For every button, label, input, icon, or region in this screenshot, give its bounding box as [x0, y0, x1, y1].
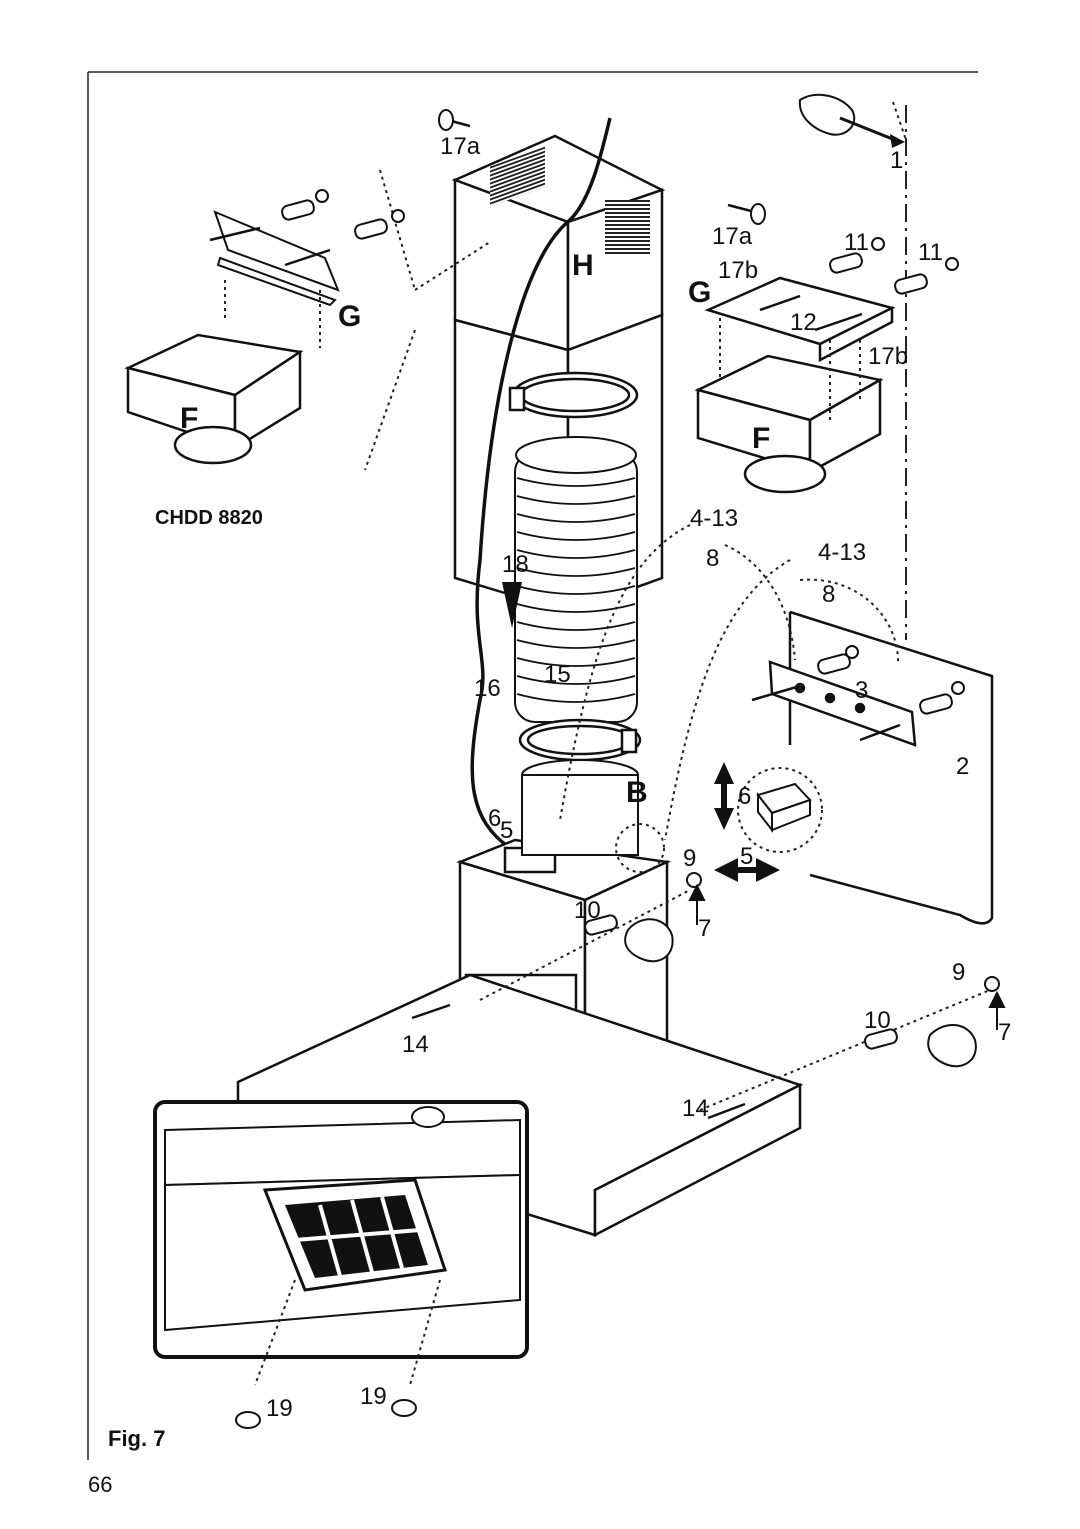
callout-8-b: 8 [822, 581, 836, 608]
part-label-B: B [626, 776, 648, 809]
callout-17b-bottom: 17b [868, 343, 909, 370]
right-filter-box-F [698, 356, 880, 492]
callout-7-left: 7 [698, 915, 712, 942]
callout-17b-top: 17b [718, 257, 759, 284]
left-filter-box-F [128, 335, 300, 463]
callout-4-13-b: 4-13 [818, 539, 867, 566]
outlet-collar [522, 760, 638, 855]
callout-5-left: 5 [500, 817, 514, 844]
junction-box [758, 784, 810, 830]
callout-11-left: 11 [844, 229, 869, 256]
callout-9-left: 9 [683, 845, 697, 872]
callout-7-right: 7 [998, 1019, 1012, 1046]
callout-6-right: 6 [738, 783, 752, 810]
callout-10-left: 10 [574, 897, 601, 924]
callout-12: 12 [790, 309, 817, 336]
chimney-dotted-edge-3 [365, 330, 415, 470]
callout-19-right: 19 [360, 1383, 387, 1410]
upper-hose-clamp [510, 373, 637, 417]
marker-arrow-head [890, 134, 905, 148]
callout-19-left: 19 [266, 1395, 293, 1422]
callout-8-a: 8 [706, 545, 720, 572]
part-label-H: H [572, 249, 594, 282]
up-arrows-7 [690, 886, 1004, 1030]
part-label-G-right: G [688, 276, 712, 309]
callout-14-left: 14 [402, 1031, 429, 1058]
part-label-G-left: G [338, 300, 362, 333]
callout-2: 2 [956, 753, 970, 780]
model-label: CHDD 8820 [155, 507, 263, 529]
vertical-adjust-arrow [714, 762, 734, 830]
callout-6-left: 6 [488, 805, 502, 832]
lower-hose-clamp [520, 720, 640, 760]
callout-14-right: 14 [682, 1095, 709, 1122]
filter-detail-inset [155, 1102, 527, 1357]
callout-9-right: 9 [952, 959, 966, 986]
callout-10-right: 10 [864, 1007, 891, 1034]
page-number: 66 [88, 1472, 113, 1497]
callout-1: 1 [890, 147, 904, 174]
part-label-F-right: F [752, 422, 771, 455]
callout-17a-right: 17a [712, 223, 753, 250]
callout-18: 18 [502, 551, 529, 578]
callout-3: 3 [855, 677, 869, 704]
upper-chimney-H [455, 136, 662, 350]
mounting-rail-3 [770, 662, 915, 745]
callout-5-right: 5 [740, 843, 754, 870]
callout-11-right: 11 [918, 239, 943, 266]
callout-16: 16 [474, 675, 501, 702]
callout-15: 15 [544, 661, 571, 688]
figure-caption: Fig. 7 [108, 1426, 166, 1451]
callout-4-13-a: 4-13 [690, 505, 739, 532]
callout-17a-top: 17a [440, 133, 481, 160]
part-label-F-left: F [180, 402, 199, 435]
